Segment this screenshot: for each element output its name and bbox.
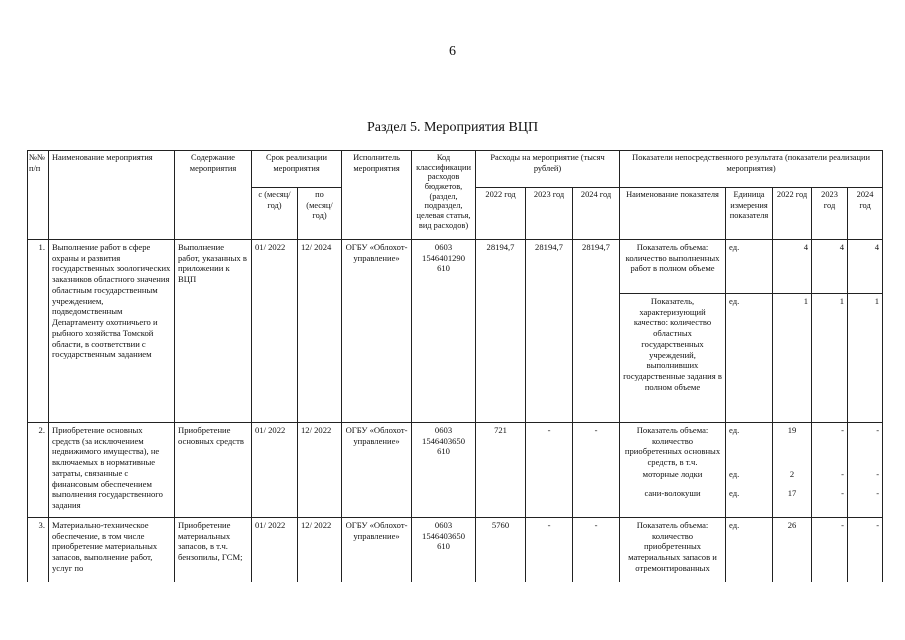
indicator-2023: - — [812, 518, 848, 583]
indicator-2022: 1 — [773, 294, 812, 423]
row-exp-2022: 28194,7 — [476, 240, 526, 423]
indicator-2023: 4 — [812, 240, 848, 294]
row-exp-2024: 28194,7 — [573, 240, 620, 423]
indicator-2022 — [773, 423, 812, 518]
indicator-sub-2024: - — [876, 469, 880, 479]
row-exp-2023: - — [526, 423, 573, 518]
header-exp-2024: 2024 год — [573, 188, 620, 240]
row-exp-2022: 721 — [476, 423, 526, 518]
indicator-unit: ед. — [726, 240, 773, 294]
indicator-sub-name: сани-волокуши — [644, 488, 701, 498]
row-exp-2024: - — [573, 518, 620, 583]
indicator-main-unit: ед. — [729, 425, 740, 435]
row-from: 01/ 2022 — [252, 240, 298, 423]
row-code: 0603 1546401290 610 — [412, 240, 476, 423]
row-exp-2022: 5760 — [476, 518, 526, 583]
indicator-sub-2024: - — [876, 488, 880, 498]
page-number: 6 — [449, 44, 456, 59]
row-exp-2023: - — [526, 518, 573, 583]
indicator-2024: - — [848, 518, 883, 583]
indicator-2024 — [848, 423, 883, 518]
indicator-sub-unit: ед. — [729, 488, 740, 498]
header-ind-2024: 2024 год — [848, 188, 883, 240]
header-expenses: Расходы на мероприятие (тысяч рублей) — [476, 151, 620, 188]
indicator-name: Показатель объема: количество выполненных работ в полном объеме — [620, 240, 726, 294]
row-code: 0603 1546403650 610 — [412, 518, 476, 583]
row-to: 12/ 2022 — [298, 518, 342, 583]
indicator-main-name: Показатель объема: количество приобретенных основных средств, в т.ч. — [624, 425, 721, 468]
row-content: Выполнение работ, указанных в приложении к ВЦП — [175, 240, 252, 423]
indicator-unit: ед. — [726, 294, 773, 423]
indicator-name: Показатель объема: количество приобретенных материальных запасов и отремонтированных — [620, 518, 726, 583]
row-name: Выполнение работ в сфере охраны и развития государственных зоологических заказников областного значения областным государственным учреждением, подведомственным Департаменту охотничьего и рыбного хозяйства Томской области, в соответствии с государственным заданием — [49, 240, 175, 423]
row-content: Приобретение материальных запасов, в т.ч. бензопилы, ГСМ; — [175, 518, 252, 583]
row-num: 1. — [28, 240, 49, 423]
indicator-sub-unit: ед. — [729, 469, 740, 479]
table-row — [28, 423, 883, 518]
row-code: 0603 1546403650 610 — [412, 423, 476, 518]
header-num: №№ п/п — [28, 151, 49, 240]
header-period: Срок реализации мероприятия — [252, 151, 342, 188]
indicator-2022: 4 — [773, 240, 812, 294]
indicator-main-2024: - — [876, 425, 880, 435]
indicator-name: Показатель, характеризующий качество: количество областных государственных учреждений, выполнивших государственные задания в полном объеме — [620, 294, 726, 423]
row-name: Материально-техническое обеспечение, в том числе приобретение материальных запасов, выполнение работ, услуг по — [49, 518, 175, 583]
indicator-unit — [726, 423, 773, 518]
row-to: 12/ 2022 — [298, 423, 342, 518]
row-content: Приобретение основных средств — [175, 423, 252, 518]
header-indicators: Показатели непосредственного результата (показатели реализации мероприятия) — [620, 151, 883, 188]
header-executor: Исполнитель мероприятия — [342, 151, 412, 240]
row-name: Приобретение основных средств (за исключением недвижимого имущества), не включаемых в нормативные затраты, связанные с финансовым обеспечением выполнения государственного задания — [49, 423, 175, 518]
row-from: 01/ 2022 — [252, 423, 298, 518]
row-executor: ОГБУ «Облохот-управление» — [342, 240, 412, 423]
indicator-unit: ед. — [726, 518, 773, 583]
indicator-name — [620, 423, 726, 518]
indicator-2022: 26 — [773, 518, 812, 583]
row-executor: ОГБУ «Облохот-управление» — [342, 518, 412, 583]
row-exp-2023: 28194,7 — [526, 240, 573, 423]
indicator-sub-2022: 17 — [787, 488, 797, 498]
indicator-2024: 4 — [848, 240, 883, 294]
indicator-sub-name: моторные лодки — [642, 469, 703, 479]
row-num: 3. — [28, 518, 49, 583]
header-exp-2023: 2023 год — [526, 188, 573, 240]
header-content: Содержание мероприятия — [175, 151, 252, 240]
row-from: 01/ 2022 — [252, 518, 298, 583]
table-row — [28, 518, 883, 583]
header-name: Наименование мероприятия — [49, 151, 175, 240]
indicator-2024: 1 — [848, 294, 883, 423]
row-executor: ОГБУ «Облохот-управление» — [342, 423, 412, 518]
header-ind-unit: Единица измерения показателя — [726, 188, 773, 240]
header-period-to: по (месяц/ год) — [298, 188, 342, 240]
indicator-main-2023: - — [841, 425, 845, 435]
indicator-sub-2023: - — [841, 488, 845, 498]
header-ind-name: Наименование показателя — [620, 188, 726, 240]
indicator-2023: 1 — [812, 294, 848, 423]
activities-table — [27, 150, 883, 582]
header-period-from: с (месяц/ год) — [252, 188, 298, 240]
indicator-main-2022: 19 — [787, 425, 797, 435]
header-row-1 — [28, 151, 883, 188]
row-exp-2024: - — [573, 423, 620, 518]
header-ind-2022: 2022 год — [773, 188, 812, 240]
header-exp-2022: 2022 год — [476, 188, 526, 240]
row-to: 12/ 2024 — [298, 240, 342, 423]
indicator-sub-2023: - — [841, 469, 845, 479]
header-code: Код классификации расходов бюджетов, (раздел, подраздел, целевая статья, вид расходов) — [412, 151, 476, 240]
table-row — [28, 240, 883, 294]
indicator-2023 — [812, 423, 848, 518]
header-ind-2023: 2023 год — [812, 188, 848, 240]
indicator-sub-2022: 2 — [789, 469, 795, 479]
row-num: 2. — [28, 423, 49, 518]
section-title: Раздел 5. Мероприятия ВЦП — [366, 120, 539, 135]
